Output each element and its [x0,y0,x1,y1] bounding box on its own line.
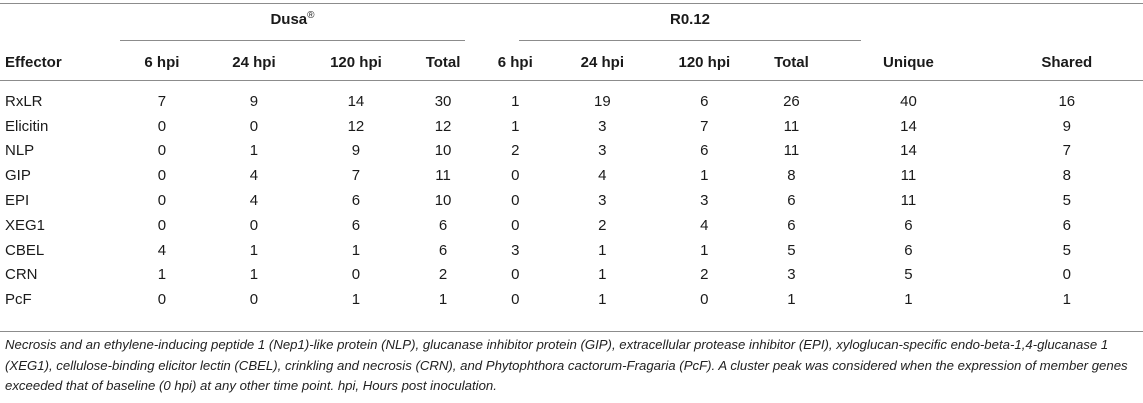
table-cell: 0 [511,291,520,309]
table-cell: 0 [511,167,520,185]
table-cell: 6 [438,216,448,234]
table-cell: 11 [783,117,800,135]
table-cell: 19 [594,92,611,110]
table-cell: 7 [157,92,167,110]
table-row [0,188,1143,213]
table-cell: 1 [249,266,259,284]
registered-mark: ® [307,10,315,21]
table-cell: 6 [351,192,361,210]
table-row [0,80,1143,114]
table-cell: 12 [347,117,365,135]
table-cell: 0 [157,167,167,185]
table-cell: 1 [787,291,796,309]
column-header-row [0,44,1143,80]
table-cell: 14 [900,117,917,135]
table-cell: 4 [598,167,607,185]
effector-name: NLP [5,142,35,160]
table-cell: 6 [700,142,709,160]
table-cell: 7 [700,117,709,135]
table-cell: 5 [904,266,913,284]
table-cell: 12 [434,117,452,135]
effector-name: CBEL [5,241,45,259]
table-cell: 1 [249,241,259,259]
table-cell: 1 [598,266,607,284]
table-row [0,287,1143,312]
table-cell: 6 [351,216,361,234]
table-cell: 11 [900,167,917,185]
table-cell: 1 [438,291,448,309]
table-cell: 3 [598,142,607,160]
table-cell: 6 [1062,216,1071,234]
table-cell: 30 [434,92,452,110]
effector-name: GIP [5,167,31,185]
table-cell: 1 [904,291,913,309]
table-cell: 0 [157,192,167,210]
table-cell: 5 [787,241,796,259]
header-dusa-total: Total [425,53,461,71]
table-cell: 0 [1062,266,1071,284]
table-cell: 1 [598,241,607,259]
table-cell: 0 [157,291,167,309]
table-row [0,139,1143,164]
table-cell: 1 [351,241,361,259]
table-row [0,238,1143,263]
table-cell: 0 [157,142,167,160]
r012-group-rule [519,40,861,41]
effector-name: RxLR [5,92,43,110]
table-cell: 9 [1062,117,1071,135]
table-cell: 3 [598,117,607,135]
table-cell: 6 [904,241,913,259]
effector-name: EPI [5,192,30,210]
table-row [0,163,1143,188]
table-cell: 6 [787,192,796,210]
effector-name: CRN [5,266,38,284]
dusa-group-header [120,11,465,28]
header-unique: Unique [883,53,934,71]
table-cell: 2 [700,266,709,284]
table-caption: Necrosis and an ethylene-inducing peptide 1 (Nep1)-like protein (NLP), glucanase inhibitor protein (GIP), extracellular protease inhibitor (EPI), xyloglucan-specific endo-beta-1,4-glucanase 1 (XEG1), cellulose-binding elicitor lectin (CBEL), crinkling and necrosis (CRN), and Phytophthora cactorum-Fragaria (PcF). A cluster peak was considered when the expression of member genes exceeded that of baseline (0 hpi) at any other time point. hpi, Hours post inoculation. [5,337,1128,393]
table-cell: 10 [434,192,452,210]
table-cell: 11 [435,167,451,185]
table-bottom-rule [0,331,1143,332]
header-r012-120hpi: 120 hpi [678,53,731,71]
header-r012-total: Total [774,53,809,71]
table-cell: 1 [511,92,520,110]
table-cell: 2 [598,216,607,234]
table-cell: 0 [249,291,259,309]
table-cell: 4 [249,167,259,185]
table-cell: 1 [351,291,361,309]
r012-group-name: R0.12 [669,11,711,28]
r012-group-header [519,11,861,28]
table-cell: 14 [347,92,365,110]
table-cell: 26 [783,92,800,110]
table-cell: 3 [700,192,709,210]
effector-name: Elicitin [5,117,49,135]
table-cell: 5 [1062,192,1071,210]
table-cell: 3 [511,241,520,259]
table-cell: 1 [598,291,607,309]
table-row [0,263,1143,288]
header-dusa-6hpi: 6 hpi [144,53,180,71]
dusa-group-rule [120,40,465,41]
dusa-group-name: Dusa [270,11,308,28]
table-cell: 4 [249,192,259,210]
table-cell: 1 [511,117,520,135]
header-r012-6hpi: 6 hpi [497,53,533,71]
table-cell: 2 [511,142,520,160]
table-cell: 7 [1062,142,1071,160]
table-cell: 16 [1058,92,1076,110]
table-cell: 1 [157,266,167,284]
table-cell: 2 [438,266,448,284]
table-cell: 0 [249,117,259,135]
table-cell: 10 [434,142,452,160]
header-effector: Effector [5,53,62,71]
table-cell: 6 [700,92,709,110]
table-cell: 5 [1062,241,1071,259]
table-cell: 3 [598,192,607,210]
table-cell: 8 [787,167,796,185]
table-cell: 1 [700,241,709,259]
table-cell: 0 [249,216,259,234]
table-cell: 11 [900,192,917,210]
table-cell: 0 [511,192,520,210]
table-cell: 6 [438,241,448,259]
table-cell: 6 [787,216,796,234]
header-dusa-120hpi: 120 hpi [330,53,382,71]
table-cell: 4 [157,241,167,259]
table-cell: 0 [511,216,520,234]
table-cell: 14 [900,142,917,160]
table-cell: 7 [351,167,361,185]
table-cell: 1 [1062,291,1071,309]
table-row [0,114,1143,139]
effector-name: XEG1 [5,216,46,234]
header-dusa-24hpi: 24 hpi [232,53,276,71]
table-cell: 6 [904,216,913,234]
table-cell: 3 [787,266,796,284]
table-cell: 9 [351,142,361,160]
table-cell: 1 [700,167,709,185]
header-r012-24hpi: 24 hpi [580,53,625,71]
table-cell: 9 [249,92,259,110]
table-cell: 8 [1062,167,1071,185]
table-top-rule [0,3,1143,4]
header-shared: Shared [1041,53,1093,71]
effector-name: PcF [5,291,32,309]
table-cell: 4 [700,216,709,234]
table-cell: 11 [783,142,800,160]
table-cell: 0 [351,266,361,284]
table-cell: 40 [900,92,917,110]
table-row [0,213,1143,238]
header-rule [0,80,1143,81]
table-cell: 0 [511,266,520,284]
table-cell: 0 [157,117,167,135]
table-cell: 0 [157,216,167,234]
table-cell: 0 [700,291,709,309]
effector-table [0,44,1143,312]
table-cell: 1 [249,142,259,160]
